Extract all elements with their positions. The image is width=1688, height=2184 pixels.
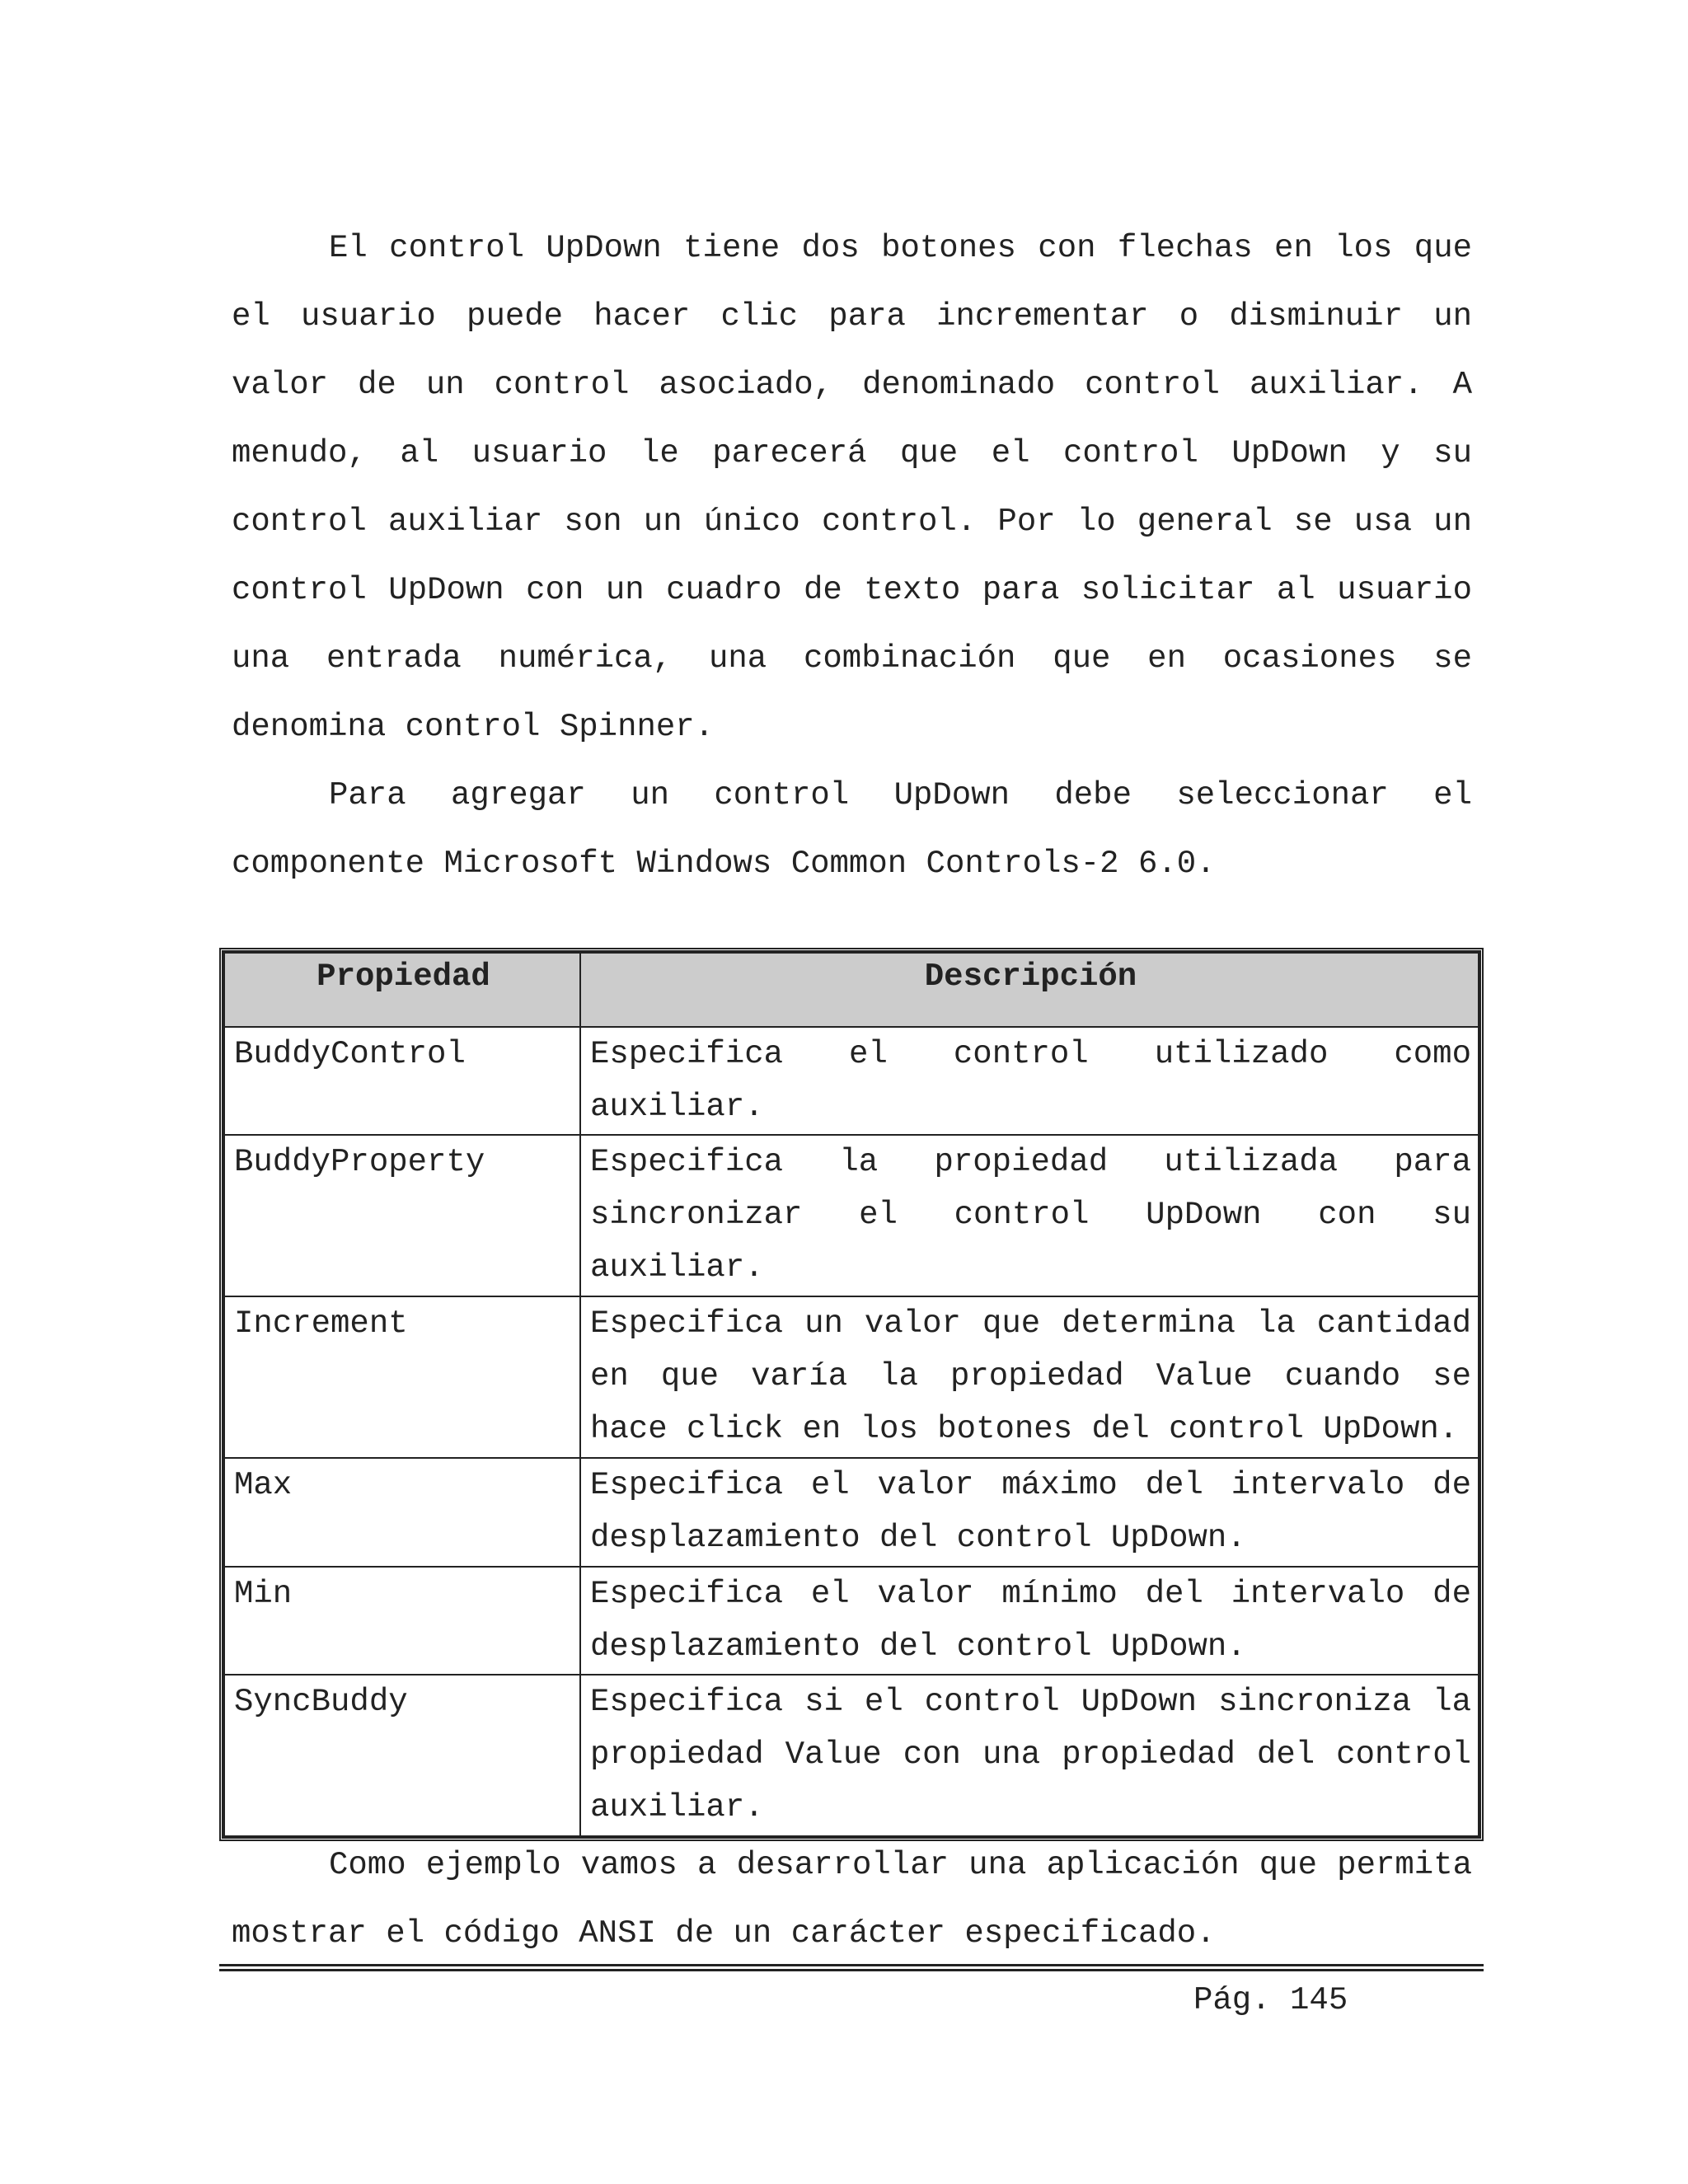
property-cell: BuddyProperty: [224, 1135, 580, 1296]
intro-paragraph-1: El control UpDown tiene dos botones con flechas en los que el usuario puede hacer clic para incrementar o disminuir un valor de un control asociado, denominado control auxiliar. A menudo, al usuario le parecerá que el control UpDown y su control auxiliar son un único control. Por lo general se usa un control UpDown con un cuadro de texto para solicitar al usuario una entrada numérica, una combinación que en ocasiones se denomina control Spinner.: [232, 230, 1472, 745]
property-cell: SyncBuddy: [224, 1675, 580, 1836]
header-property: Propiedad: [224, 953, 580, 1027]
property-cell: Min: [224, 1567, 580, 1675]
page-number: Pág. 145: [1193, 1982, 1348, 2018]
table-header-row: [224, 953, 1479, 1027]
description-cell: Especifica el valor mínimo del intervalo de desplazamiento del control UpDown.: [580, 1567, 1479, 1675]
header-description: Descripción: [580, 953, 1479, 1027]
description-cell: Especifica si el control UpDown sincroniza la propiedad Value con una propiedad del control auxiliar.: [580, 1675, 1479, 1836]
description-cell: Especifica el control utilizado como auxiliar.: [580, 1027, 1479, 1135]
footer-rule: [219, 1964, 1484, 1971]
property-cell: Increment: [224, 1296, 580, 1458]
property-cell: BuddyControl: [224, 1027, 580, 1135]
description-cell: Especifica el valor máximo del intervalo de desplazamiento del control UpDown.: [580, 1458, 1479, 1566]
description-cell: Especifica la propiedad utilizada para sincronizar el control UpDown con su auxiliar.: [580, 1135, 1479, 1296]
properties-table: [223, 952, 1479, 1837]
outro-paragraph-1: Como ejemplo vamos a desarrollar una aplicación que permita mostrar el código ANSI de un carácter especificado.: [232, 1847, 1472, 1952]
intro-paragraph-2: Para agregar un control UpDown debe seleccionar el componente Microsoft Windows Common Controls-2 6.0.: [232, 777, 1472, 882]
table-row: [224, 1458, 1479, 1566]
outro-text: [232, 1831, 1472, 1968]
table-row: [224, 1296, 1479, 1458]
property-cell: Max: [224, 1458, 580, 1566]
properties-table-frame: [219, 948, 1484, 1841]
table-row: [224, 1567, 1479, 1675]
table-row: [224, 1675, 1479, 1836]
description-cell: Especifica un valor que determina la cantidad en que varía la propiedad Value cuando se hace click en los botones del control UpDown.: [580, 1296, 1479, 1458]
table-row: [224, 1135, 1479, 1296]
table-row: [224, 1027, 1479, 1135]
intro-text: [232, 214, 1472, 898]
